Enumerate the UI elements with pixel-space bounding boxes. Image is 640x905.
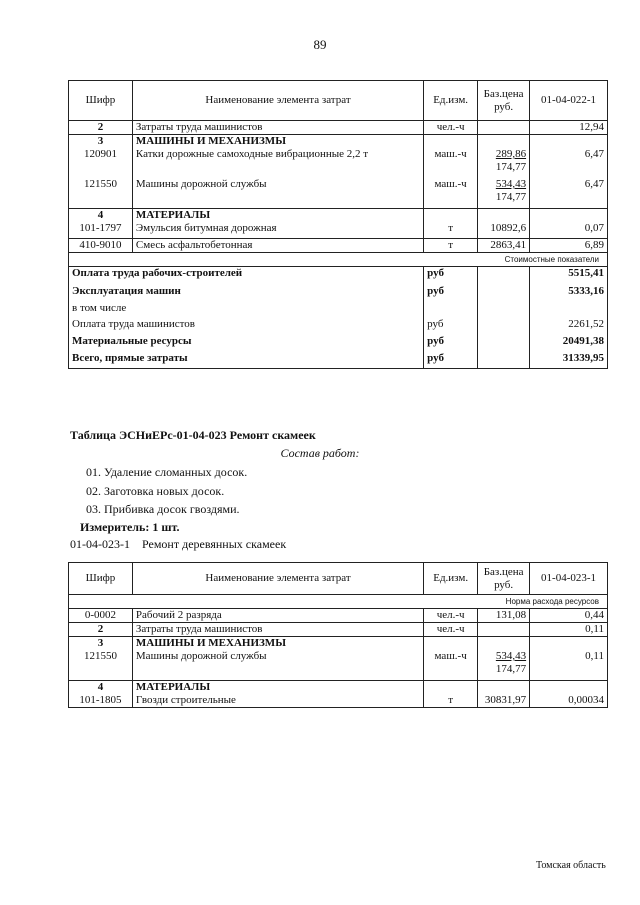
row-price: 30831,97 (478, 694, 530, 708)
row-section-title: МАШИНЫ И МЕХАНИЗМЫ (132, 135, 423, 149)
total-row (69, 267, 608, 285)
header-rate-code: 01-04-022-1 (530, 81, 608, 121)
total-name: в том числе (69, 302, 424, 318)
row-unit: чел.-ч (424, 609, 478, 623)
row-name: Смесь асфальтобетонная (132, 239, 423, 253)
row-code: 2 (69, 623, 133, 637)
row-unit: т (424, 239, 478, 253)
total-name: Всего, прямые затраты (69, 352, 424, 369)
resource-table-1 (68, 80, 608, 369)
total-value: 5515,41 (530, 267, 608, 285)
composition-heading: Состав работ: (280, 446, 360, 460)
table-row (69, 178, 608, 208)
table-header (69, 563, 608, 595)
row-unit: т (424, 222, 478, 239)
total-unit: руб (424, 318, 478, 335)
table-row (69, 694, 608, 708)
table-title: Таблица ЭСНиЕРс-01-04-023 Ремонт скамеек (70, 428, 316, 442)
work-item: 02. Заготовка новых досок. (86, 484, 225, 498)
norm-label-row (69, 595, 608, 609)
row-section-title: МАШИНЫ И МЕХАНИЗМЫ (132, 637, 423, 651)
cost-label-row (69, 253, 608, 267)
total-row (69, 335, 608, 352)
row-code: 121550 (69, 650, 133, 680)
row-unit: маш.-ч (424, 178, 478, 208)
row-price: 289,86 174,77 (478, 148, 530, 178)
total-value: 20491,38 (530, 335, 608, 352)
table-header (69, 81, 608, 121)
row-name: Гвозди строительные (132, 694, 423, 708)
row-value: 0,44 (530, 609, 608, 623)
row-value: 0,11 (530, 650, 608, 680)
table-row (69, 121, 608, 135)
total-row (69, 318, 608, 335)
row-name: Эмульсия битумная дорожная (132, 222, 423, 239)
row-code: 3 (69, 637, 133, 651)
row-code: 101-1797 (69, 222, 133, 239)
row-value: 6,47 (530, 178, 608, 208)
total-name: Эксплуатация машин (69, 285, 424, 302)
row-code: 3 (69, 135, 133, 149)
total-unit: руб (424, 335, 478, 352)
table-row (69, 637, 608, 651)
total-row (69, 352, 608, 369)
row-value: 6,47 (530, 148, 608, 178)
total-value: 31339,95 (530, 352, 608, 369)
total-value: 5333,16 (530, 285, 608, 302)
row-code: 4 (69, 680, 133, 694)
header-unit: Ед.изм. (424, 81, 478, 121)
rate-code-line: 01-04-023-1 Ремонт деревянных скамеек (70, 537, 287, 551)
row-code: 4 (69, 208, 133, 222)
row-value: 0,11 (530, 623, 608, 637)
table-row (69, 680, 608, 694)
total-value: 2261,52 (530, 318, 608, 335)
row-name: Катки дорожные самоходные вибрационные 2,2 т (132, 148, 423, 178)
row-section-title: МАТЕРИАЛЫ (132, 208, 423, 222)
row-price: 10892,6 (478, 222, 530, 239)
footer-region: Томская область (536, 860, 606, 871)
row-code: 121550 (69, 178, 133, 208)
total-row (69, 285, 608, 302)
row-price: 2863,41 (478, 239, 530, 253)
row-value: 0,07 (530, 222, 608, 239)
total-row (69, 302, 608, 318)
row-price: 534,43 174,77 (478, 650, 530, 680)
row-value: 6,89 (530, 239, 608, 253)
row-code: 101-1805 (69, 694, 133, 708)
cost-label: Стоимостные показатели (69, 253, 608, 267)
row-section-title: МАТЕРИАЛЫ (132, 680, 423, 694)
row-name: Затраты труда машинистов (132, 121, 423, 135)
table-row (69, 208, 608, 222)
row-price (478, 623, 530, 637)
row-code: 0-0002 (69, 609, 133, 623)
page-number: 89 (313, 37, 327, 52)
row-unit: чел.-ч (424, 623, 478, 637)
row-unit: чел.-ч (424, 121, 478, 135)
row-name: Машины дорожной службы (132, 178, 423, 208)
measure: Измеритель: 1 шт. (80, 520, 180, 534)
row-unit: маш.-ч (424, 650, 478, 680)
header-unit: Ед.изм. (424, 563, 478, 595)
header-name: Наименование элемента затрат (132, 81, 423, 121)
row-name: Затраты труда машинистов (132, 623, 423, 637)
norm-label: Норма расхода ресурсов (69, 595, 608, 609)
total-unit: руб (424, 352, 478, 369)
total-unit: руб (424, 267, 478, 285)
table-row (69, 239, 608, 253)
header-price: Баз.цена руб. (478, 563, 530, 595)
header-rate-code: 01-04-023-1 (530, 563, 608, 595)
total-name: Оплата труда рабочих-строителей (69, 267, 424, 285)
row-code: 410-9010 (69, 239, 133, 253)
total-name: Оплата труда машинистов (69, 318, 424, 335)
row-unit: маш.-ч (424, 148, 478, 178)
row-code: 120901 (69, 148, 133, 178)
work-item: 01. Удаление сломанных досок. (86, 465, 248, 479)
table-row (69, 609, 608, 623)
row-price: 534,43 174,77 (478, 178, 530, 208)
header-code: Шифр (69, 81, 133, 121)
header-code: Шифр (69, 563, 133, 595)
row-code: 2 (69, 121, 133, 135)
row-name: Машины дорожной службы (132, 650, 423, 680)
row-name: Рабочий 2 разряда (132, 609, 423, 623)
total-name: Материальные ресурсы (69, 335, 424, 352)
header-name: Наименование элемента затрат (132, 563, 423, 595)
table-row (69, 135, 608, 149)
table-row (69, 148, 608, 178)
table-row (69, 623, 608, 637)
table-row (69, 222, 608, 239)
row-price: 131,08 (478, 609, 530, 623)
row-value: 12,94 (530, 121, 608, 135)
row-value: 0,00034 (530, 694, 608, 708)
work-item: 03. Прибивка досок гвоздями. (86, 502, 240, 516)
table-row (69, 650, 608, 680)
header-price: Баз.цена руб. (478, 81, 530, 121)
row-unit: т (424, 694, 478, 708)
total-unit: руб (424, 285, 478, 302)
resource-table-2 (68, 562, 608, 708)
row-price (478, 121, 530, 135)
